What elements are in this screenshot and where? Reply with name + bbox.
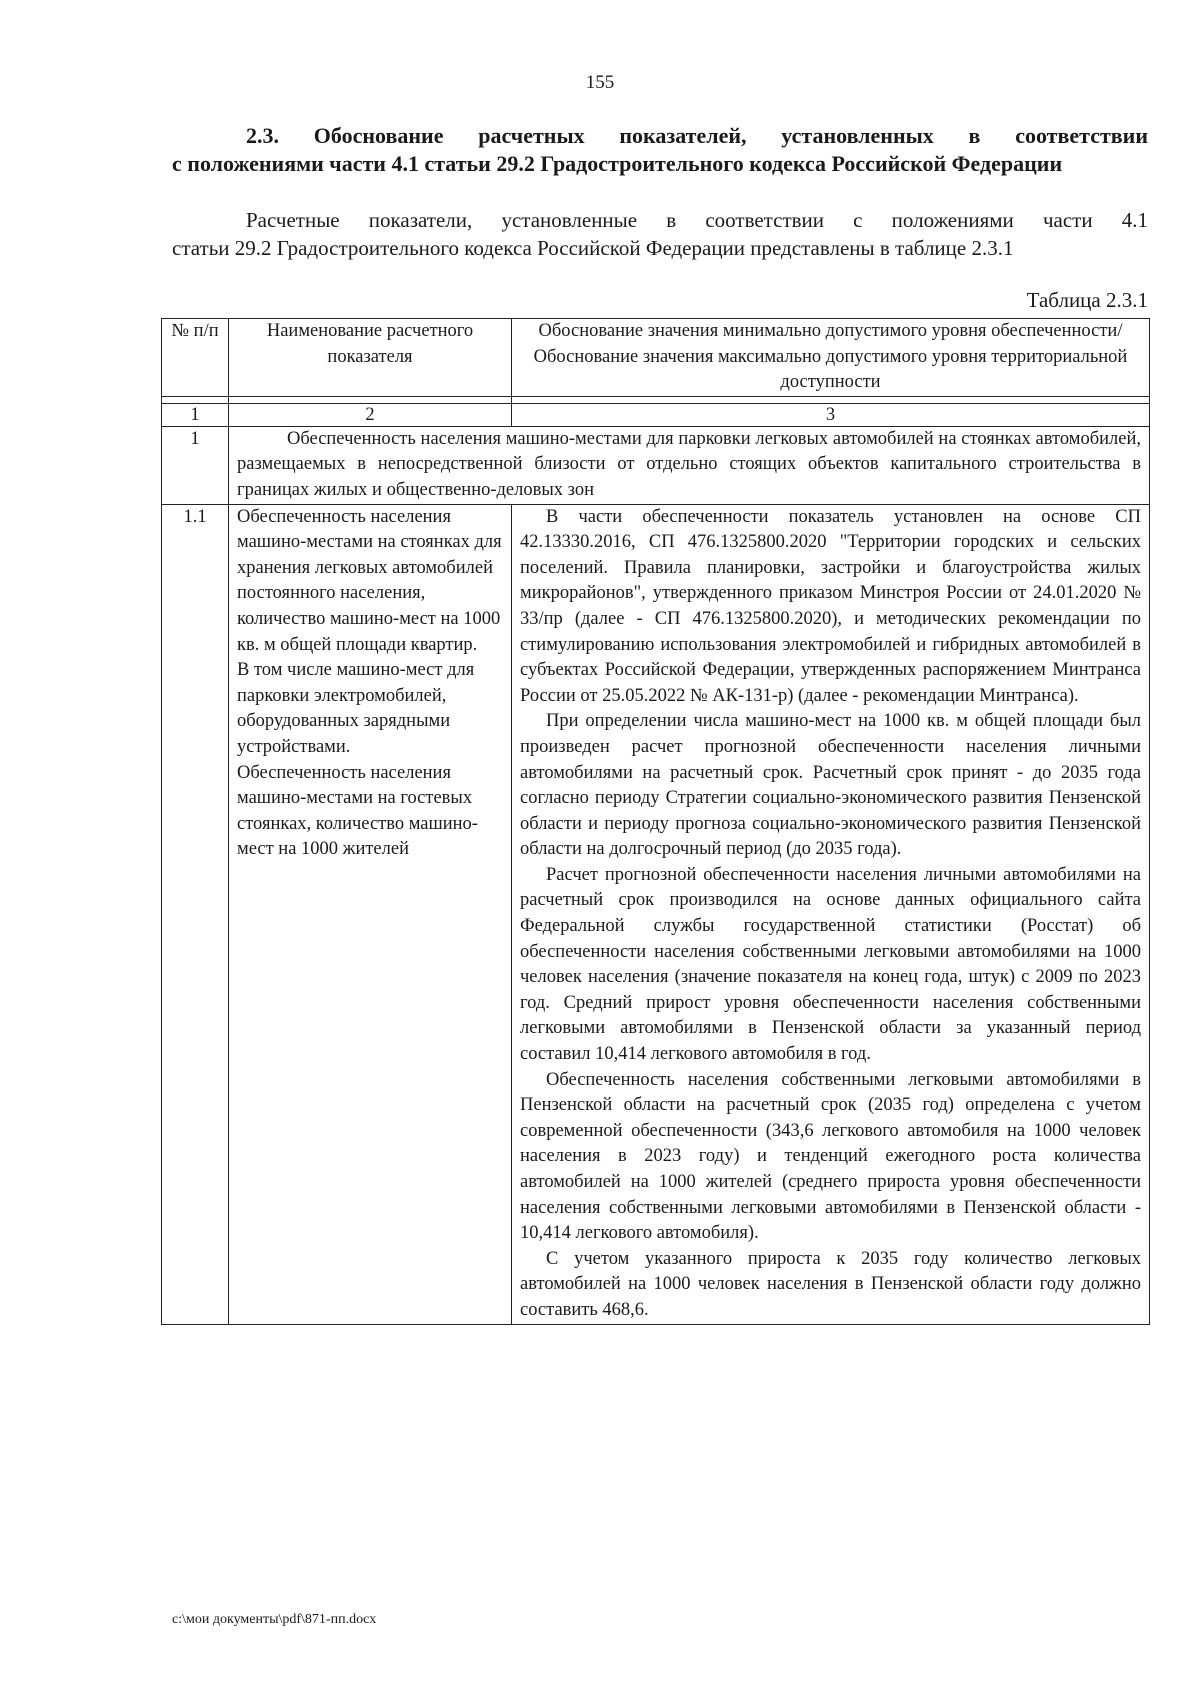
column-number-3: 3 <box>512 403 1150 426</box>
heading-line-1: 2.3. Обоснование расчетных показателей, установленных в соответствии <box>246 123 1148 148</box>
indicator-name-part-3: Обеспеченность населения машино-местами на гостевых стоянках, количество машино-мест на 1000 жителей <box>237 762 478 860</box>
row-indicator-name <box>229 504 512 1324</box>
header-indicator-name: Наименование расчетного показателя <box>229 319 512 397</box>
justification-paragraph-2: При определении числа машино-мест на 1000 кв. м общей площади был произведен расчет прогнозной обеспеченности населения личными автомобилями на расчетный срок. Расчетный срок принят - до 2035 года согласно периоду Стратегии социально-экономического развития Пензенской области и периоду прогноза социально-экономического развития Пензенской области на долгосрочный период (до 2035 года). <box>520 711 1141 860</box>
indicator-name-part-1: Обеспеченность населения машино-местами на стоянках для хранения легковых автомобилей постоянного населения, количество машино-мест на 1000 кв. м общей площади квартир. <box>237 506 502 655</box>
section-heading <box>172 122 1148 178</box>
section-number: 1 <box>162 426 229 504</box>
page-number: 155 <box>585 72 615 93</box>
section-row <box>162 426 1150 504</box>
intro-line-2: статьи 29.2 Градостроительного кодекса Российской Федерации представлены в таблице 2.3.1 <box>172 236 1014 260</box>
row-number: 1.1 <box>162 504 229 1324</box>
table-gap-row <box>162 396 1150 403</box>
justification-paragraph-5: С учетом указанного прироста к 2035 году количество легковых автомобилей на 1000 человек населения в Пензенской области году должно составить 468,6. <box>520 1248 1141 1320</box>
column-number-2: 2 <box>229 403 512 426</box>
header-justification-line-1: Обоснование значения минимально допустимого уровня обеспеченности/ <box>538 321 1123 341</box>
column-numbers-row <box>162 403 1150 426</box>
file-path-footer: c:\мои документы\pdf\871-пп.docx <box>172 1612 377 1627</box>
intro-paragraph <box>172 206 1148 262</box>
indicator-name-part-2: В том числе машино-мест для парковки электромобилей, оборудованных зарядными устройствами. <box>237 660 475 757</box>
column-number-1: 1 <box>162 403 229 426</box>
justification-paragraph-1: В части обеспеченности показатель установлен на основе СП 42.13330.2016, СП 476.1325800.2020 "Территории городских и сельских поселений. Правила планировки, застройки и благоустройства жилых микрорайонов", утвержденного приказом Минстроя России от 24.01.2020 № 33/пр (далее - СП 476.1325800.2020), и методических рекомендации по стимулированию использования электромобилей и гибридных автомобилей в субъектах Российской Федерации, утвержденных распоряжением Минтранса России от 25.05.2022 № АК-131-р) (далее - рекомендации Минтранса). <box>520 506 1141 706</box>
justification-paragraph-4: Обеспеченность населения собственными легковыми автомобилями в Пензенской области на расчетный срок (2035 год) определена с учетом современной обеспеченности (343,6 легкового автомобиля на 1000 человек населения в 2023 году) и тенденций ежегодного роста количества автомобилей на 1000 жителей (среднего прироста уровня обеспеченности населения собственными легковыми автомобилями в Пензенской области - 10,414 легкового автомобиля). <box>520 1069 1141 1244</box>
header-number: № п/п <box>162 319 229 397</box>
indicators-table <box>161 318 1150 1325</box>
row-justification <box>512 504 1150 1324</box>
header-justification <box>512 319 1150 397</box>
table-caption: Таблица 2.3.1 <box>1026 288 1148 312</box>
intro-line-1: Расчетные показатели, установленные в соответствии с положениями части 4.1 <box>246 208 1148 232</box>
section-title: Обеспеченность населения машино-местами для парковки легковых автомобилей на стоянках автомобилей, размещаемых в непосредственной близости от отдельно стоящих объектов капитального строительства в границах жилых и общественно-деловых зон <box>229 426 1150 504</box>
table-row <box>162 504 1150 1324</box>
header-justification-line-2: Обоснование значения максимально допустимого уровня территориальной доступности <box>533 346 1128 393</box>
justification-paragraph-3: Расчет прогнозной обеспеченности населения личными автомобилями на расчетный срок производился на основе данных официального сайта Федеральной службы государственной статистики (Росстат) об обеспеченности населения собственными легковыми автомобилями на 1000 человек населения (значение показателя на конец года, штук) с 2009 по 2023 год. Средний прирост уровня обеспеченности населения собственными легковыми автомобилями в Пензенской области за указанный период составил 10,414 легкового автомобиля в год. <box>520 864 1141 1065</box>
table-header-row <box>162 319 1150 397</box>
heading-line-2: с положениями части 4.1 статьи 29.2 Градостроительного кодекса Российской Федерации <box>172 151 1063 176</box>
